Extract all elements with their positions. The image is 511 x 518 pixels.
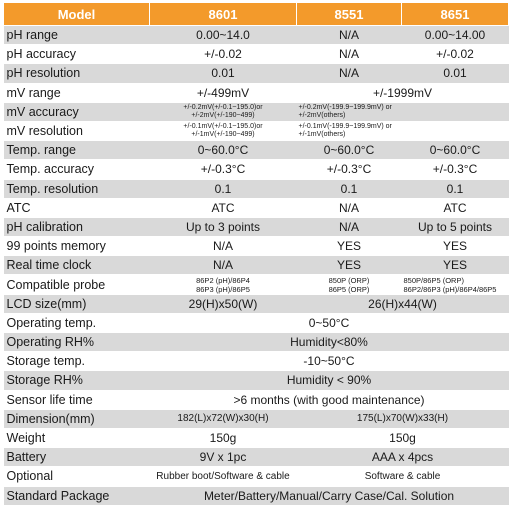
- header-8651: 8651: [402, 3, 509, 26]
- value-8651: 0.1: [402, 179, 509, 198]
- row-clock: [4, 256, 509, 275]
- value-8651: Up to 5 points: [402, 217, 509, 236]
- value-8601: +/-0.02: [150, 45, 297, 64]
- line-2: +/-2mV(others): [298, 111, 346, 119]
- value-8551-8651: Software & cable: [297, 467, 509, 486]
- value-8651: 0.01: [402, 64, 509, 83]
- row-label: mV resolution: [4, 121, 150, 140]
- row-temp-accuracy: [4, 160, 509, 179]
- value-8651: +/-0.3°C: [402, 160, 509, 179]
- row-ph-range: [4, 26, 509, 45]
- row-label: Temp. resolution: [4, 179, 150, 198]
- row-lcd: [4, 294, 509, 313]
- row-label: Weight: [4, 428, 150, 447]
- line-1: +/-0.1mV(-199.9~199.9mV) or: [298, 123, 392, 131]
- row-label: pH resolution: [4, 64, 150, 83]
- row-label: Sensor life time: [4, 390, 150, 409]
- line-1: 850P/86P5 (ORP): [403, 275, 464, 285]
- value-8601: 0~60.0°C: [150, 141, 297, 160]
- row-ph-calibration: [4, 217, 509, 236]
- line-2: 86P3 (pH)/86P5: [196, 284, 250, 294]
- header-8551: 8551: [297, 3, 402, 26]
- value-8551: N/A: [297, 198, 402, 217]
- row-label: pH range: [4, 26, 150, 45]
- line-2: +/-1mV(+/-190~499): [191, 131, 255, 139]
- value-8551: N/A: [297, 217, 402, 236]
- row-weight: [4, 428, 509, 447]
- value-all: Humidity < 90%: [150, 371, 509, 390]
- row-label: LCD size(mm): [4, 294, 150, 313]
- value-8551-8651: 150g: [297, 428, 509, 447]
- value-8551-8651: [297, 102, 509, 121]
- value-8551: [297, 275, 402, 294]
- row-label: ATC: [4, 198, 150, 217]
- value-8551: +/-0.3°C: [297, 160, 402, 179]
- value-8601: 0.00~14.0: [150, 26, 297, 45]
- row-label: Battery: [4, 448, 150, 467]
- value-8601: N/A: [150, 237, 297, 256]
- row-storage-temp: [4, 352, 509, 371]
- row-label: Optional: [4, 467, 150, 486]
- value-8651: 0~60.0°C: [402, 141, 509, 160]
- row-memory: [4, 237, 509, 256]
- line-1: +/-0.2mV(+/-0.1~195.0)or: [183, 103, 263, 111]
- line-1: 850P (ORP): [328, 275, 370, 285]
- row-label: Dimension(mm): [4, 409, 150, 428]
- value-8651: +/-0.02: [402, 45, 509, 64]
- value-8651: YES: [402, 256, 509, 275]
- value-8601: 9V x 1pc: [150, 448, 297, 467]
- value-8601: 150g: [150, 428, 297, 447]
- row-label: 99 points memory: [4, 237, 150, 256]
- row-optional: [4, 467, 509, 486]
- value-8551: 0~60.0°C: [297, 141, 402, 160]
- value-8551: YES: [297, 256, 402, 275]
- row-label: Operating temp.: [4, 313, 150, 332]
- row-ph-resolution: [4, 64, 509, 83]
- value-8601: 0.1: [150, 179, 297, 198]
- value-8601: 182(L)x72(W)x30(H): [150, 409, 297, 428]
- value-8601: +/-499mV: [150, 83, 297, 102]
- header-8601: 8601: [150, 3, 297, 26]
- value-8601: 29(H)x50(W): [150, 294, 297, 313]
- header-model: Model: [4, 3, 150, 26]
- line-2: 86P5 (ORP): [328, 284, 370, 294]
- value-8551: 0.1: [297, 179, 402, 198]
- row-label: Operating RH%: [4, 333, 150, 352]
- line-2: +/-1mV(others): [298, 131, 346, 139]
- row-label: mV range: [4, 83, 150, 102]
- row-storage-rh: [4, 371, 509, 390]
- row-label: pH accuracy: [4, 45, 150, 64]
- value-8551-8651: [297, 121, 509, 140]
- value-8551-8651: +/-1999mV: [297, 83, 509, 102]
- row-label: Real time clock: [4, 256, 150, 275]
- row-ph-accuracy: [4, 45, 509, 64]
- row-label: Storage RH%: [4, 371, 150, 390]
- value-8601: [150, 121, 297, 140]
- value-8651: YES: [402, 237, 509, 256]
- row-temp-resolution: [4, 179, 509, 198]
- row-temp-range: [4, 141, 509, 160]
- value-8601: Rubber boot/Software & cable: [150, 467, 297, 486]
- value-8651: 0.00~14.00: [402, 26, 509, 45]
- row-label: pH calibration: [4, 217, 150, 236]
- row-operating-rh: [4, 333, 509, 352]
- row-standard-package: [4, 486, 509, 505]
- row-probe: [4, 275, 509, 294]
- line-2: +/-2mV(+/-190~499): [191, 111, 255, 119]
- row-mv-range: [4, 83, 509, 102]
- row-mv-accuracy: [4, 102, 509, 121]
- value-8601: +/-0.3°C: [150, 160, 297, 179]
- value-all: -10~50°C: [150, 352, 509, 371]
- value-8651: ATC: [402, 198, 509, 217]
- line-1: 86P2 (pH)/86P4: [196, 275, 250, 285]
- row-label: mV accuracy: [4, 102, 150, 121]
- row-label: Compatible probe: [4, 275, 150, 294]
- value-8551-8651: 26(H)x44(W): [297, 294, 509, 313]
- row-mv-resolution: [4, 121, 509, 140]
- row-sensor-life: [4, 390, 509, 409]
- header-row: [4, 3, 509, 26]
- value-8551-8651: 175(L)x70(W)x33(H): [297, 409, 509, 428]
- value-all: Humidity<80%: [150, 333, 509, 352]
- line-1: +/-0.2mV(-199.9~199.9mV) or: [298, 103, 392, 111]
- value-all: 0~50°C: [150, 313, 509, 332]
- value-8601: [150, 102, 297, 121]
- value-8651: [402, 275, 509, 294]
- row-battery: [4, 448, 509, 467]
- value-8551: N/A: [297, 64, 402, 83]
- spec-table: [3, 2, 509, 506]
- line-2: 86P2/86P3 (pH)/86P4/86P5: [403, 284, 497, 294]
- value-8601: [150, 275, 297, 294]
- row-label: Temp. range: [4, 141, 150, 160]
- row-label: Storage temp.: [4, 352, 150, 371]
- value-8551-8651: AAA x 4pcs: [297, 448, 509, 467]
- value-all: Meter/Battery/Manual/Carry Case/Cal. Solution: [150, 486, 509, 505]
- value-8551: YES: [297, 237, 402, 256]
- row-operating-temp: [4, 313, 509, 332]
- row-dimension: [4, 409, 509, 428]
- value-8601: N/A: [150, 256, 297, 275]
- value-8601: ATC: [150, 198, 297, 217]
- value-all: >6 months (with good maintenance): [150, 390, 509, 409]
- line-1: +/-0.1mV(+/-0.1~195.0)or: [183, 123, 263, 131]
- value-8601: 0.01: [150, 64, 297, 83]
- value-8551: N/A: [297, 45, 402, 64]
- row-label: Temp. accuracy: [4, 160, 150, 179]
- value-8551: N/A: [297, 26, 402, 45]
- value-8601: Up to 3 points: [150, 217, 297, 236]
- row-atc: [4, 198, 509, 217]
- row-label: Standard Package: [4, 486, 150, 505]
